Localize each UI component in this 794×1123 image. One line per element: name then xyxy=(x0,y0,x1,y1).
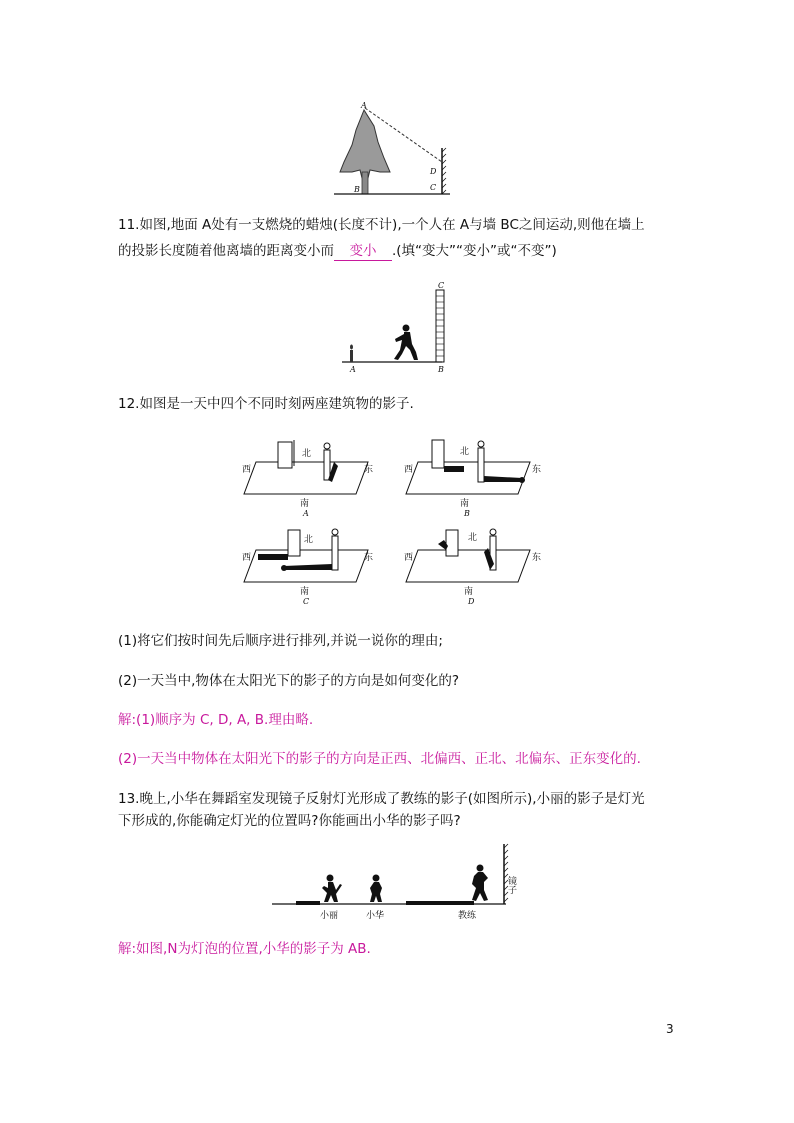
panel-b-west: 西 xyxy=(404,465,414,475)
panel-c xyxy=(242,529,373,606)
candle-label-c: C xyxy=(438,281,445,290)
candle-label-b: B xyxy=(438,365,444,374)
panel-c-south: 南 xyxy=(300,587,310,597)
candle-label-a: A xyxy=(350,365,356,374)
panel-c-north: 北 xyxy=(304,535,314,545)
dance-mirror-figure xyxy=(270,838,530,924)
panel-d-east: 东 xyxy=(532,553,542,563)
tree-label-b: B xyxy=(354,185,360,194)
page-number: 3 xyxy=(666,1022,674,1036)
panel-a-east: 东 xyxy=(364,465,374,475)
panel-d-west: 西 xyxy=(404,553,414,563)
building-shadows-figure xyxy=(228,432,568,612)
q12-sub1: (1)将它们按时间先后顺序进行排列,并说一说你的理由; xyxy=(118,633,443,649)
panel-c-east: 东 xyxy=(364,553,374,563)
label-mirror: 镜子 xyxy=(506,876,516,894)
tree-label-c: C xyxy=(430,183,437,192)
q12-answer1: 解:(1)顺序为 C, D, A, B.理由略. xyxy=(118,712,314,728)
q13-answer: 解:如图,N为灯泡的位置,小华的影子为 AB. xyxy=(118,941,371,957)
q13-line2: 下形成的,你能确定灯光的位置吗?你能画出小华的影子吗? xyxy=(118,813,461,829)
panel-b-label: B xyxy=(464,509,470,518)
q12-answer2: (2)一天当中物体在太阳光下的影子的方向是正西、北偏西、正北、北偏东、正东变化的. xyxy=(118,751,641,767)
q11-line2-before: 的投影长度随着他离墙的距离变小而 xyxy=(118,243,334,259)
label-xiaoli: 小丽 xyxy=(320,911,339,921)
panel-a-south: 南 xyxy=(300,499,310,509)
panel-a-label: A xyxy=(303,509,309,518)
panel-a-north: 北 xyxy=(302,449,312,459)
panel-a-west: 西 xyxy=(242,465,252,475)
tree-label-a: A xyxy=(361,101,367,110)
panel-d xyxy=(404,529,541,606)
panel-b-north: 北 xyxy=(460,447,470,457)
q12-sub2: (2)一天当中,物体在太阳光下的影子的方向是如何变化的? xyxy=(118,673,460,689)
q11-line2 xyxy=(118,240,557,262)
q11-line2-after: .(填“变大”“变小”或“不变”) xyxy=(392,243,557,259)
panel-d-label: D xyxy=(468,597,475,606)
panel-b-east: 东 xyxy=(532,465,542,475)
q12-stem: 12.如图是一天中四个不同时刻两座建筑物的影子. xyxy=(118,396,414,412)
panel-d-north: 北 xyxy=(468,533,478,543)
q11-line1: 11.如图,地面 A处有一支燃烧的蜡烛(长度不计),一个人在 A与墙 BC之间运动,则他在墙上 xyxy=(118,217,645,233)
panel-b-south: 南 xyxy=(460,499,470,509)
panel-a xyxy=(242,440,373,518)
panel-c-west: 西 xyxy=(242,553,252,563)
label-xiaohua: 小华 xyxy=(366,911,385,921)
panel-c-label: C xyxy=(303,597,310,606)
panel-b xyxy=(404,440,541,518)
panel-d-south: 南 xyxy=(464,587,474,597)
label-coach: 教练 xyxy=(458,911,477,921)
tree-shadow-figure xyxy=(330,100,470,198)
candle-wall-figure xyxy=(338,280,458,376)
q11-answer-blank: 变小 xyxy=(334,242,392,261)
tree-label-d: D xyxy=(430,167,437,176)
q13-line1: 13.晚上,小华在舞蹈室发现镜子反射灯光形成了教练的影子(如图所示),小丽的影子是灯光 xyxy=(118,791,645,807)
